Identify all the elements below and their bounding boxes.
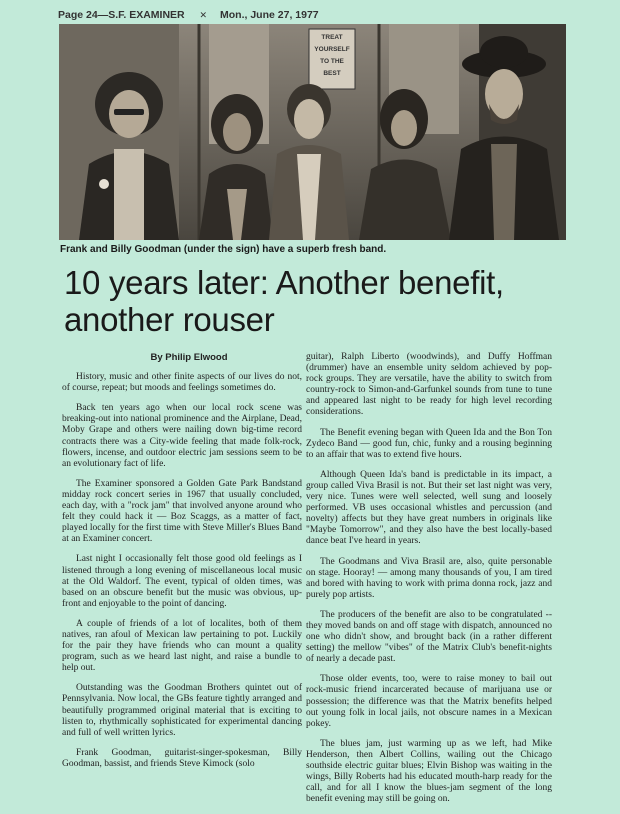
article-paragraph: Last night I occasionally felt those good old feelings as I listened through a long evening of miscellaneous local music at the Old Waldorf. The event, typical of olden times, was based on an obscure benefit but the music was obvious, up-front and enjoyable to the point of dancing. bbox=[62, 554, 302, 609]
article-paragraph: History, music and other finite aspects of our lives do not, of course, repeat; but moods and feelings sometimes do. bbox=[62, 372, 302, 394]
sign-line: TREAT bbox=[321, 34, 343, 41]
article-paragraph: Back ten years ago when our local rock scene was breaking-out into national prominence and the Airplane, Dead, Moby Grape and others were nailing down big-time record contracts there was a City-wide feeling that made folk-rock, flowers, incense, and outdoor electric jam sessions seem to be an evolutionary fact of life. bbox=[62, 403, 302, 469]
photo-caption: Frank and Billy Goodman (under the sign) have a superb fresh band. bbox=[60, 244, 387, 255]
sign-line: TO THE bbox=[320, 58, 344, 65]
article-paragraph: Although Queen Ida's band is predictable in its impact, a group called Viva Brasil is not. But their set last night was very, very nice. Tunes were well selected, well sung and loosely performed. VB uses occasional whistles and percussion (and novelty) affects but they have great numbers in originals like "Maybe Tomorrow", and they also have the best locally-based dance beat I've heard in years. bbox=[306, 469, 552, 547]
article-paragraph: The producers of the benefit are also to be congratulated -- they moved bands on and off stage with dispatch, announced no one who didn't show, and brought back (in a rather different setting) the mellow "vibes" of the Matrix Club's benefit-nights of nearly a decade past. bbox=[306, 609, 552, 665]
article-column-1 bbox=[62, 352, 302, 779]
sign-line: BEST bbox=[323, 70, 341, 77]
article-paragraph: Outstanding was the Goodman Brothers quintet out of Pennsylvania. Now local, the GBs feature tightly arranged and beautifully programmed original material that is exciting to listen to, rhythmically sophisticated for experimental dancing and full of well written lyrics. bbox=[62, 683, 302, 738]
page-date: Mon., June 27, 1977 bbox=[220, 9, 319, 21]
page-header bbox=[58, 9, 319, 21]
header-mark: ✕ bbox=[199, 10, 208, 20]
headline: 10 years later: Another benefit, another rouser bbox=[64, 264, 504, 338]
article-paragraph: Those older events, too, were to raise money to bail out rock-music friend incarcerated because of marijuana use or possession; the difference was that the Matrix benefits helped out young folk in local jails, not obscure names in a Mexican pokey. bbox=[306, 674, 552, 729]
article-paragraph: The Examiner sponsored a Golden Gate Park Bandstand midday rock concert series in 1967 that usually concluded, each day, with a "rock jam" that involved anyone around who felt they could hack it — Boz Scaggs, as a matter of fact, played locally for the first time with Steve Miller's Blues Band at an Examiner concert. bbox=[62, 478, 302, 545]
page-label: Page 24—S.F. EXAMINER bbox=[58, 9, 185, 21]
article-paragraph: The Benefit evening began with Queen Ida and the Bon Ton Zydeco Band — good fun, chic, funky and a rousing beginning to an affair that was to extend five hours. bbox=[306, 427, 552, 460]
article-paragraph: Frank Goodman, guitarist-singer-spokesman, Billy Goodman, bassist, and friends Steve Kimock (solo bbox=[62, 747, 302, 769]
article-paragraph: guitar), Ralph Liberto (woodwinds), and Duffy Hoffman (drummer) have an ensemble unity seldom achieved by pop-rock groups. They are versatile, have the ability to switch from country-rock to Simon-and-Garfunkel sounds from tune to tune and appeared last night to be ready for high level recording considerations. bbox=[306, 352, 552, 418]
article-column-2 bbox=[306, 352, 552, 814]
article-paragraph: A couple of friends of a lot of localites, both of them natives, ran afoul of Mexican law pertaining to pot. Luckily for the pair they have friends who can mount a quality program, such as we heard last night, and raise a bundle to help out. bbox=[62, 618, 302, 674]
article-paragraph: The blues jam, just warming up as we left, had Mike Henderson, then Albert Collins, wailing out the Chicago southside electric guitar blues; Elvin Bishop was waiting in the wings, Billy Roberts had his educated mouth-harp ready for the call, and for all I know the blues-jam segment of the long benefit evening may still be going on. bbox=[306, 738, 552, 805]
sign-line: YOURSELF bbox=[314, 46, 350, 53]
band-photo bbox=[59, 24, 566, 240]
byline: By Philip Elwood bbox=[150, 352, 228, 363]
article-paragraph: The Goodmans and Viva Brasil are, also, quite personable on stage. Hooray! — among many thousands of you, I am tired and bored with having to work with prima donna rock, jazz and purely pop artists. bbox=[306, 556, 552, 600]
